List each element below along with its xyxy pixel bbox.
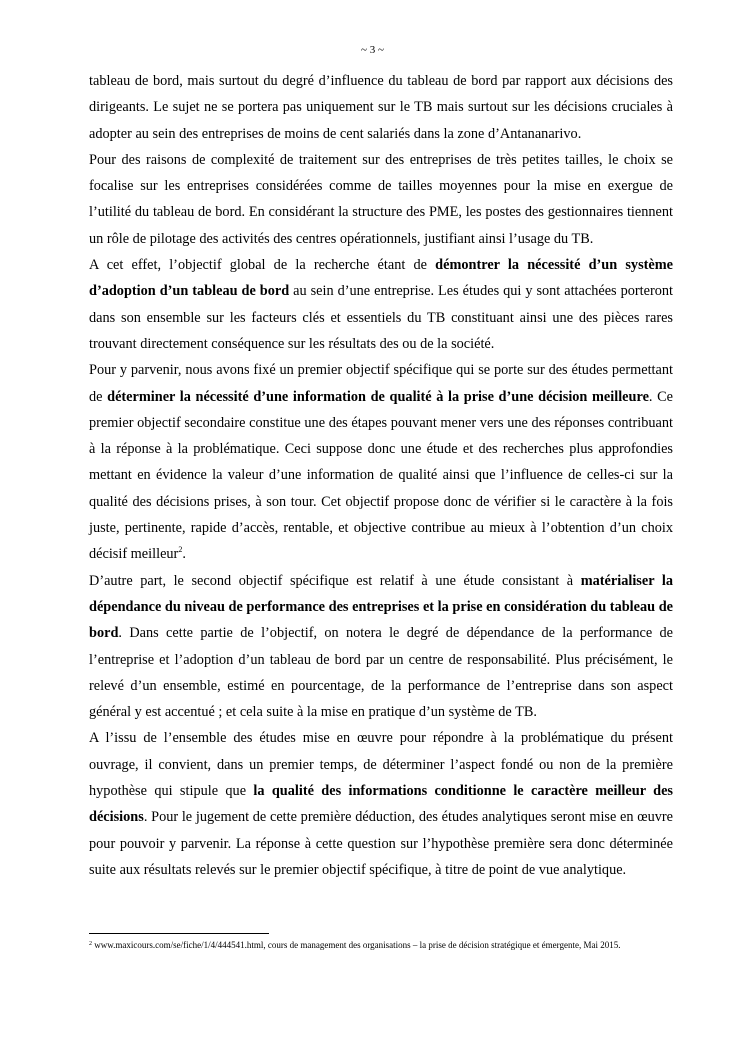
bold-emphasis: la qualité des informations conditionne le caractère meilleur des décisions <box>89 783 673 826</box>
paragraph-text: . Ce premier objectif secondaire constitue une des étapes pouvant mener vers une des réponses contribuant à la réponse à la problématique. Ceci suppose donc une étude et des recherches plus approfondies mettant en évidence la valeur d’une information de qualité ainsi que l’influence de celles-ci sur la qualité des décisions prises, à son tour. Cet objectif propose donc de vérifier si le caractère à la fois juste, pertinente, rapide d’accès, rentable, et objective contribue au mieux à l’obtention d’un choix décisif meilleur <box>89 388 673 563</box>
paragraph-text: au sein d’une entreprise. Les études qui y sont attachées porteront dans son ensemble sur les facteurs clés et essentiels du TB constituant ainsi une des pièces rares trouvant directement conséquence sur les résultats des ou de la société. <box>89 283 673 352</box>
paragraph <box>89 568 673 726</box>
paragraph-text: Pour y parvenir, nous avons fixé un premier objectif spécifique qui se porte sur des études permettant de <box>89 362 673 405</box>
paragraph-text: . Dans cette partie de l’objectif, on notera le degré de dépendance de la performance de l’entreprise et l’adoption d’un tableau de bord par un centre de responsabilité. Plus précisément, le relevé d’un ensemble, estimé en pourcentage, de la performance de l’entreprise dans son aspect général y est accentué ; et cela suite à la mise en pratique d’un système de TB. <box>89 625 673 721</box>
bold-emphasis: démontrer la nécessité d’un système d’adoption d’un tableau de bord <box>89 257 674 300</box>
footnote-divider <box>89 933 269 934</box>
paragraph <box>89 252 673 357</box>
paragraph <box>89 147 673 252</box>
footnote <box>89 939 673 952</box>
paragraph-text: . Pour le jugement de cette première déduction, des études analytiques seront mise en œuvre pour pouvoir y parvenir. La réponse à cette question sur l’hypothèse première sera donc déterminée suite aux résultats relevés sur le premier objectif spécifique, à titre de point de vue analytique. <box>89 809 673 878</box>
bold-emphasis: déterminer la nécessité d’une information de qualité à la prise d’une décision meilleure <box>107 388 649 405</box>
paragraph <box>89 725 673 883</box>
paragraph-text: A l’issu de l’ensemble des études mise en œuvre pour répondre à la problématique du présent ouvrage, il convient, dans un premier temps, de déterminer l’aspect fondé ou non de la première hypothèse qui stipule que <box>89 730 673 800</box>
bold-emphasis: matérialiser la dépendance du niveau de performance des entreprises et la prise en considération du tableau de bord <box>89 572 673 642</box>
paragraph <box>89 357 673 567</box>
paragraph-text: Pour des raisons de complexité de traitement sur des entreprises de très petites tailles, le choix se focalise sur les entreprises considérées comme de tailles moyennes pour la mise en exergue de l’utilité du tableau de bord. En considérant la structure des PME, les postes des gestionnaires tiennent un rôle de pilotage des activités des centres opérationnels, justifiant ainsi l’usage du TB. <box>89 151 673 247</box>
paragraph-text: A cet effet, l’objectif global de la recherche étant de <box>89 257 436 274</box>
paragraph <box>89 68 673 147</box>
footnote-reference[interactable]: 2 <box>178 545 183 555</box>
paragraph-text: . <box>182 546 186 563</box>
page-number: ~ 3 ~ <box>361 44 384 56</box>
footnote-text: www.maxicours.com/se/fiche/1/4/444541.html, cours de management des organisations – la prise de décision stratégique et émergente, Mai 2015. <box>92 940 621 950</box>
footnote-marker: 2 <box>89 941 92 947</box>
paragraph-text: D’autre part, le second objectif spécifique est relatif à une étude consistant à <box>89 572 581 589</box>
body-text <box>89 68 673 883</box>
paragraph-text: tableau de bord, mais surtout du degré d’influence du tableau de bord par rapport aux décisions des dirigeants. Le sujet ne se portera pas uniquement sur le TB mais surtout sur les décisions cruciales à adopter au sein des entreprises de moins de cent salariés dans la zone d’Antananarivo. <box>89 73 673 142</box>
